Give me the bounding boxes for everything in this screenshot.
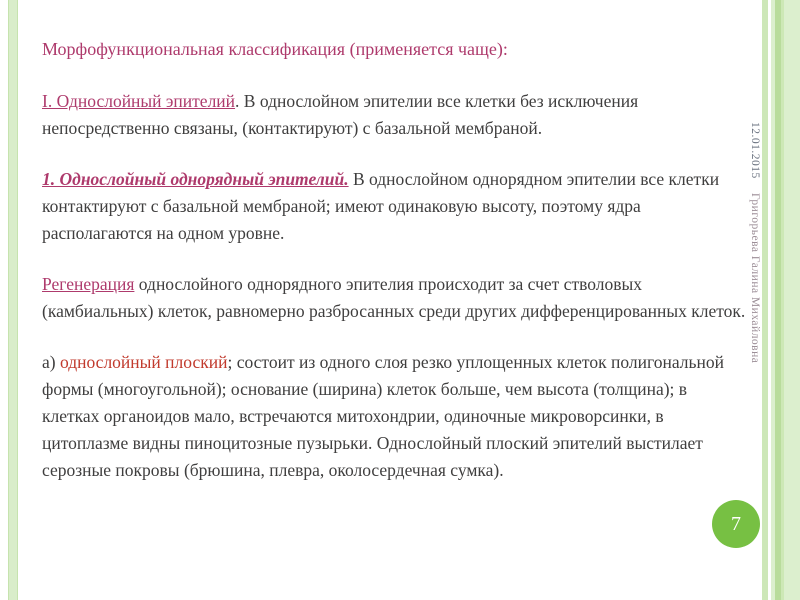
paragraph-regeneration-text: однослойного однорядного эпителия происходит за счет стволовых (камбиальных) клеток, равномерно разбросанных среди других дифференцированных клеток. xyxy=(42,274,746,321)
heading-single-row: 1. Однослойный однорядный эпителий. xyxy=(42,169,349,189)
right-decor-stripe-mid xyxy=(781,0,784,600)
paragraph-single-layer-text: . В однослойном эпителии все клетки без исключения непосредственно связаны, (контактируют) с базальной мембраной. xyxy=(42,91,639,138)
paragraph-single-layer xyxy=(42,88,748,142)
page-number-badge xyxy=(712,500,760,548)
paragraph-regeneration xyxy=(42,271,748,325)
slide-date: 12.01.2015 xyxy=(749,122,761,179)
heading-single-layer: I. Однослойный эпителий xyxy=(42,91,236,111)
slide-sidebar-meta xyxy=(747,122,763,363)
term-flat-epithelium: однослойный плоский xyxy=(59,352,228,372)
paragraph-single-row-text: В однослойном однорядном эпителии все клетки контактируют с базальной мембраной; имеют одинаковую высоту, поэтому ядра располагаются на одном уровне. xyxy=(42,169,720,243)
slide-body xyxy=(42,36,748,508)
heading-regeneration: Регенерация xyxy=(42,274,135,294)
paragraph-flat-epithelium xyxy=(42,349,748,484)
right-decor-stripe-band xyxy=(771,0,800,600)
paragraph-flat-prefix: а) xyxy=(42,352,60,372)
left-decor-stripe xyxy=(8,0,18,600)
slide-title: Морфофункциональная классификация (применяется чаще): xyxy=(42,39,508,59)
slide-author: Григорьева Галина Михайловна xyxy=(749,192,761,364)
right-decor-stripe-thin xyxy=(762,0,768,600)
paragraph-flat-text: ; состоит из одного слоя резко уплощенных клеток полигональной формы (многоугольной); основание (ширина) клеток больше, чем высота (толщина); в клетках органоидов мало, встречаются митохондрии, одиночные микроворсинки, в цитоплазме видны пиноцитозные пузырьки. Однослойный плоский эпителий выстилает серозные покровы (брюшина, плевра, околосердечная сумка). xyxy=(42,352,724,480)
page-number: 7 xyxy=(731,512,741,535)
paragraph-single-row xyxy=(42,166,748,247)
